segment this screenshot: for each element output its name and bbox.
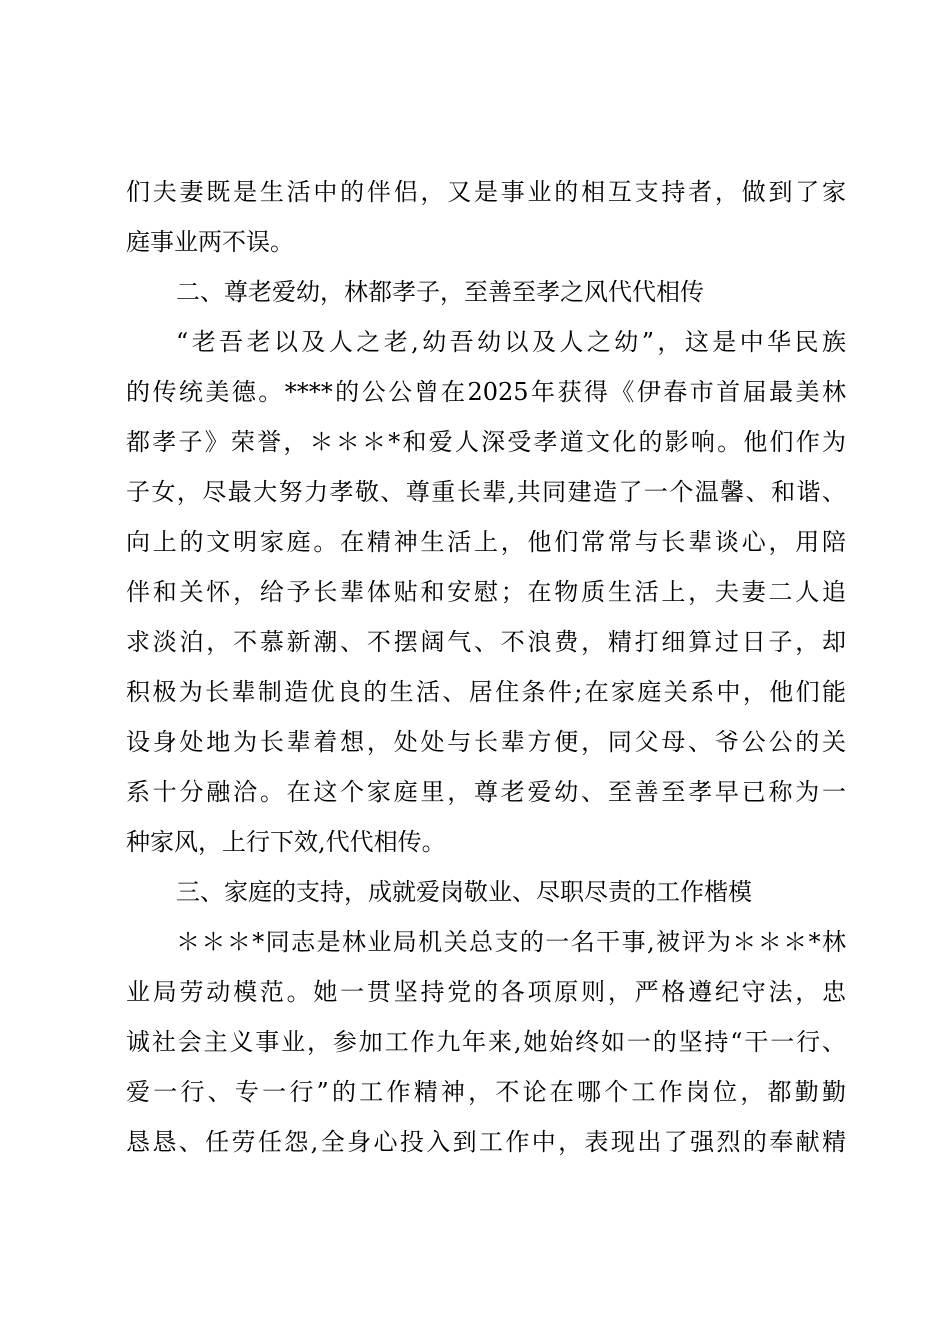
paragraph-line: 爱一行、专一行”的工作精神，不论在哪个工作岗位，都勤勤 <box>126 1078 846 1106</box>
paragraph-line: 种家风，上行下效,代代相传。 <box>126 828 446 856</box>
paragraph-line: 伴和关怀，给予长辈体贴和安慰；在物质生活上，夫妻二人追 <box>126 578 846 606</box>
paragraph-line: 求淡泊，不慕新潮、不摆阔气、不浪费，精打细算过日子，却 <box>126 628 846 656</box>
paragraph-line: 恳恳、任劳任怨,全身心投入到工作中，表现出了强烈的奉献精 <box>126 1128 846 1156</box>
paragraph-line: 设身处地为长辈着想，处处与长辈方便，同父母、爷公公的关 <box>126 728 846 756</box>
paragraph-line: 都孝子》荣誉，＊＊＊*和爱人深受孝道文化的影响。他们作为 <box>126 428 846 456</box>
paragraph-line: 们夫妻既是生活中的伴侣，又是事业的相互支持者，做到了家 <box>126 178 846 206</box>
paragraph-line: 诚社会主义事业，参加工作九年来,她始终如一的坚持“干一行、 <box>126 1028 846 1056</box>
paragraph-line: 积极为长辈制造优良的生活、居住条件;在家庭关系中，他们能 <box>126 678 846 706</box>
section-heading-2: 二、尊老爱幼，林都孝子，至善至孝之风代代相传 <box>176 278 704 306</box>
paragraph-line: 系十分融洽。在这个家庭里，尊老爱幼、至善至孝早已称为一 <box>126 778 846 806</box>
paragraph-line: 业局劳动模范。她一贯坚持党的各项原则，严格遵纪守法，忠 <box>126 978 846 1006</box>
paragraph-line: “老吾老以及人之老,幼吾幼以及人之幼”，这是中华民族 <box>176 328 846 356</box>
paragraph-line: 的传统美德。****的公公曾在2025年获得《伊春市首届最美林 <box>126 378 846 406</box>
paragraph-line: ＊＊＊*同志是林业局机关总支的一名干事,被评为＊＊＊*林 <box>176 928 846 956</box>
section-heading-3: 三、家庭的支持，成就爱岗敬业、尽职尽责的工作楷模 <box>176 878 752 906</box>
paragraph-line: 庭事业两不误。 <box>126 228 294 256</box>
paragraph-line: 子女，尽最大努力孝敬、尊重长辈,共同建造了一个温馨、和谐、 <box>126 478 846 506</box>
paragraph-line: 向上的文明家庭。在精神生活上，他们常常与长辈谈心，用陪 <box>126 528 846 556</box>
